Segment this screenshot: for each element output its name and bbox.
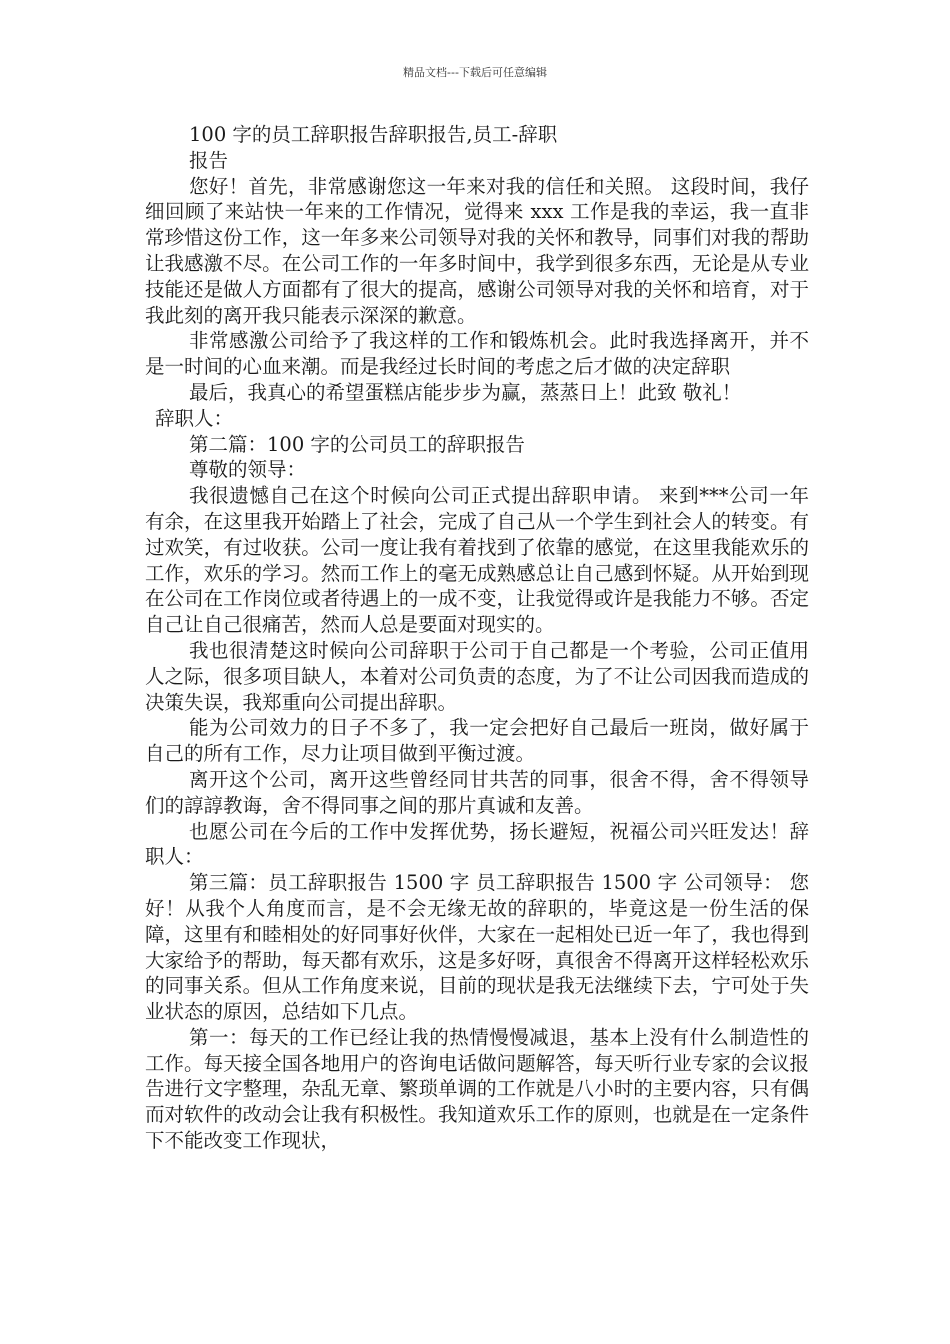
paragraph: 能为公司效力的日子不多了，我一定会把好自己最后一班岗，做好属于自己的所有工作，尽力让项目做到平衡过渡。 — [145, 716, 809, 766]
paragraph: 也愿公司在今后的工作中发挥优势，扬长避短，祝福公司兴旺发达！辞职人： — [145, 819, 809, 869]
paragraph: 您好！首先，非常感谢您这一年来对我的信任和关照。 这段时间，我仔细回顾了来站快一年来的工作情况，觉得来 xxx 工作是我的幸运，我一直非常珍惜这份工作，这一年多来公司领导对我的关怀和教导，同事们对我的帮助让我感激不尽。在公司工作的一年多时间中，我学到很多东西，无论是从专业技能还是做人方面都有了很大的提高，感谢公司领导对我的关怀和培育，对于我此刻的离开我只能表示深深的歉意。 — [145, 174, 809, 327]
paragraph: 最后，我真心的希望蛋糕店能步步为赢，蒸蒸日上！此致 敬礼！ — [189, 380, 742, 404]
paragraph: 第一：每天的工作已经让我的热情慢慢减退，基本上没有什么制造性的工作。每天接全国各地用户的咨询电话做问题解答，每天听行业专家的会议报告进行文字整理，杂乱无章、繁琐单调的工作就是八小时的主要内容，只有偶而对软件的改动会让我有积极性。我知道欢乐工作的原则，也就是在一定条件下不能改变工作现状， — [145, 1025, 809, 1153]
signature-line: 辞职人： — [155, 406, 234, 430]
paragraph: 我也很清楚这时候向公司辞职于公司于自己都是一个考验，公司正值用人之际，很多项目缺人，本着对公司负责的态度，为了不让公司因我而造成的决策失误，我郑重向公司提出辞职。 — [145, 638, 809, 714]
title-line-1: 100 字的员工辞职报告辞职报告,员工-辞职 — [189, 123, 558, 146]
paragraph: 我很遗憾自己在这个时候向公司正式提出辞职申请。 来到***公司一年有余，在这里我开始踏上了社会，完成了自己从一个学生到社会人的转变。有过欢笑，有过收获。公司一度让我有着找到了依靠的感觉，在这里我能欢乐的工作，欢乐的学习。然而工作上的毫无成熟感总让自己感到怀疑。从开始到现在公司在工作岗位或者待遇上的一成不变，让我觉得或许是我能力不够。否定自己让自己很痛苦，然而人总是要面对现实的。 — [145, 484, 809, 637]
paragraph: 离开这个公司，离开这些曾经同甘共苦的同事，很舍不得，舍不得领导们的諄諄教诲，舍不得同事之间的那片真诚和友善。 — [145, 767, 809, 817]
paragraph: 非常感激公司给予了我这样的工作和锻炼机会。此时我选择离开，并不是一时间的心血来潮。而是我经过长时间的考虑之后才做的决定辞职 — [145, 329, 809, 379]
document-title — [145, 122, 809, 174]
page-header: 精品文档---下载后可任意编辑 — [403, 66, 547, 79]
section-heading: 第二篇：100 字的公司员工的辞职报告 — [189, 432, 525, 456]
document-body — [145, 122, 809, 1154]
title-line-2: 报告 — [189, 148, 229, 172]
paragraph: 第三篇：员工辞职报告 1500 字 员工辞职报告 1500 字 公司领导： 您好！从我个人角度而言，是不会无缘无故的辞职的，毕竟这是一份生活的保障，这里有和睦相处的好同事好伙伴，大家在一起相处已近一年了，我也得到大家给予的帮助，每天都有欢乐，这是多好呀，真很舍不得离开这样轻松欢乐的同事关系。但从工作角度来说，目前的现状是我无法继续下去，宁可处于失业状态的原因，总结如下几点。 — [145, 871, 809, 1024]
salutation: 尊敬的领导： — [189, 458, 307, 482]
